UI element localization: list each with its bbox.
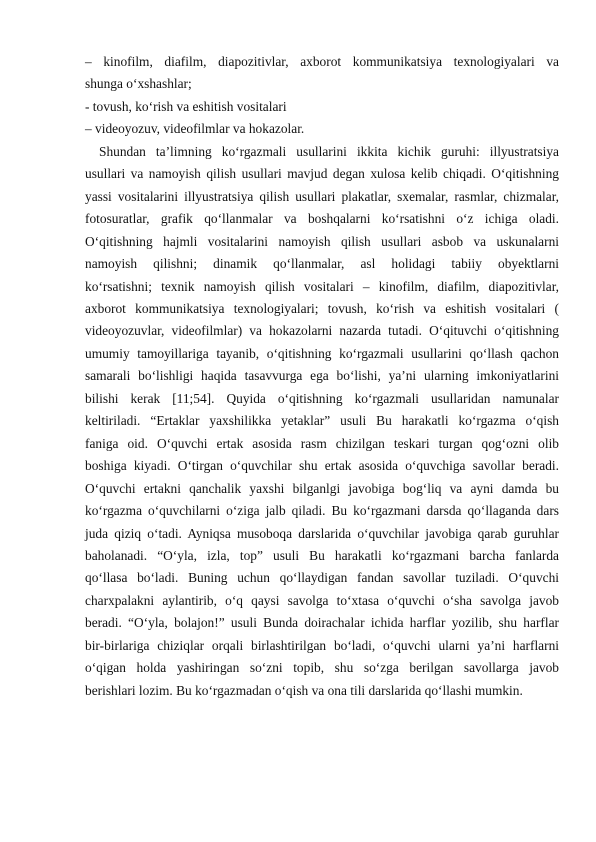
paragraph-line: baholanadi. “O‘yla, izla, top” usuli Bu harakatli ko‘rgazmani barcha fanlarda [85, 547, 559, 563]
paragraph-line: boshiga kiyadi. O‘tirgan o‘quvchilar shu ertak asosida o‘quvchiga savollar beradi. [85, 458, 559, 474]
paragraph-line: juda qiziq o‘tadi. Ayniqsa musoboqa darslarida o‘quvchilar javobiga qarab guruhlar [85, 525, 559, 541]
list-item-tovush: - tovush, ko‘rish va eshitish vositalari [85, 98, 287, 114]
paragraph-line: umumiy tamoyillariga tayanib, o‘qitishning ko‘rgazmali usullarini qo‘llash qachon [85, 345, 559, 361]
paragraph-line: O‘qitishning hajmli vositalarini namoyish qilish usullari asbob va uskunalarni [85, 233, 559, 249]
paragraph-line: ko‘rgazma o‘quvchilarni o‘ziga jalb qiladi. Bu ko‘rgazmani darsda qo‘llaganda dars [85, 503, 559, 519]
paragraph-line: axborot kommunikatsiya texnologiyalari; tovush, ko‘rish va eshitish vositalari ( [85, 300, 559, 316]
paragraph-line: qo‘llasa bo‘ladi. Buning uchun qo‘llaydigan fandan savollar tuziladi. O‘quvchi [85, 570, 559, 586]
paragraph-line: videoyozuvlar, videofilmlar) va hokazolarni nazarda tutadi. O‘qituvchi o‘qitishning [85, 323, 559, 339]
paragraph-line: keltiriladi. “Ertaklar yaxshilikka yetaklar” usuli Bu harakatli ko‘rgazma o‘qish [85, 413, 559, 429]
paragraph-line: charxpalakni aylantirib, o‘q qaysi savolga to‘xtasa o‘quvchi o‘sha savolga javob [85, 592, 559, 608]
paragraph-line: O‘quvchi ertakni qanchalik yaxshi bilganlgi javobiga bog‘liq va ayni damda bu [85, 480, 559, 496]
paragraph-line: beradi. “O‘yla, bolajon!” usuli Bunda doirachalar ichida harflar yozilib, shu harflar [85, 615, 559, 631]
paragraph-last-line: berishlari lozim. Bu ko‘rgazmadan o‘qish va ona tili darslarida qo‘llashi mumkin. [85, 682, 523, 698]
paragraph-line: ko‘rsatishni; texnik namoyish qilish vositalari – kinofilm, diafilm, diapozitivlar, [85, 278, 559, 294]
paragraph-line: usullari va namoyish qilish usullari mavjud degan xulosa kelib chiqadi. O‘qitishning [85, 166, 559, 182]
list-item-videoyozuv: – videoyozuv, videofilmlar va hokazolar. [85, 121, 305, 137]
document-page [85, 51, 559, 702]
paragraph-line: namoyish qilishni; dinamik qo‘llanmalar, asl holidagi tabiiy obyektlarni [85, 256, 559, 272]
list-item-kinofilm-continuation: shunga o‘xshashlar; [85, 76, 192, 92]
paragraph-line: bir-birlariga chiziqlar orqali birlashtirilgan bo‘ladi, o‘quvchi ularni ya’ni harflarni [85, 637, 559, 653]
paragraph-line: fotosuratlar, grafik qo‘llanmalar va boshqalarni ko‘rsatishni o‘z ichiga oladi. [85, 211, 559, 227]
paragraph-line: o‘qigan holda yashiringan so‘zni topib, shu so‘zga berilgan savollarga javob [85, 660, 559, 676]
paragraph-line: yassi vositalarini illyustratsiya qilish usullari plakatlar, sxemalar, rasmlar, chizmalar, [85, 188, 559, 204]
list-item-kinofilm: – kinofilm, diafilm, diapozitivlar, axborot kommunikatsiya texnologiyalari va [85, 54, 559, 69]
paragraph-line: Shundan ta’limning ko‘rgazmali usullarini ikkita kichik guruhi: illyustratsiya [99, 143, 559, 159]
paragraph-line: samarali bo‘lishligi haqida tasavvurga ega bo‘lishi, ya’ni ularning imkoniyatlarini [85, 368, 559, 384]
paragraph-line: faniga oid. O‘quvchi ertak asosida rasm chizilgan teskari turgan qog‘ozni olib [85, 435, 559, 451]
paragraph-line: bilishi kerak [11;54]. Quyida o‘qitishning ko‘rgazmali usullaridan namunalar [85, 390, 559, 406]
